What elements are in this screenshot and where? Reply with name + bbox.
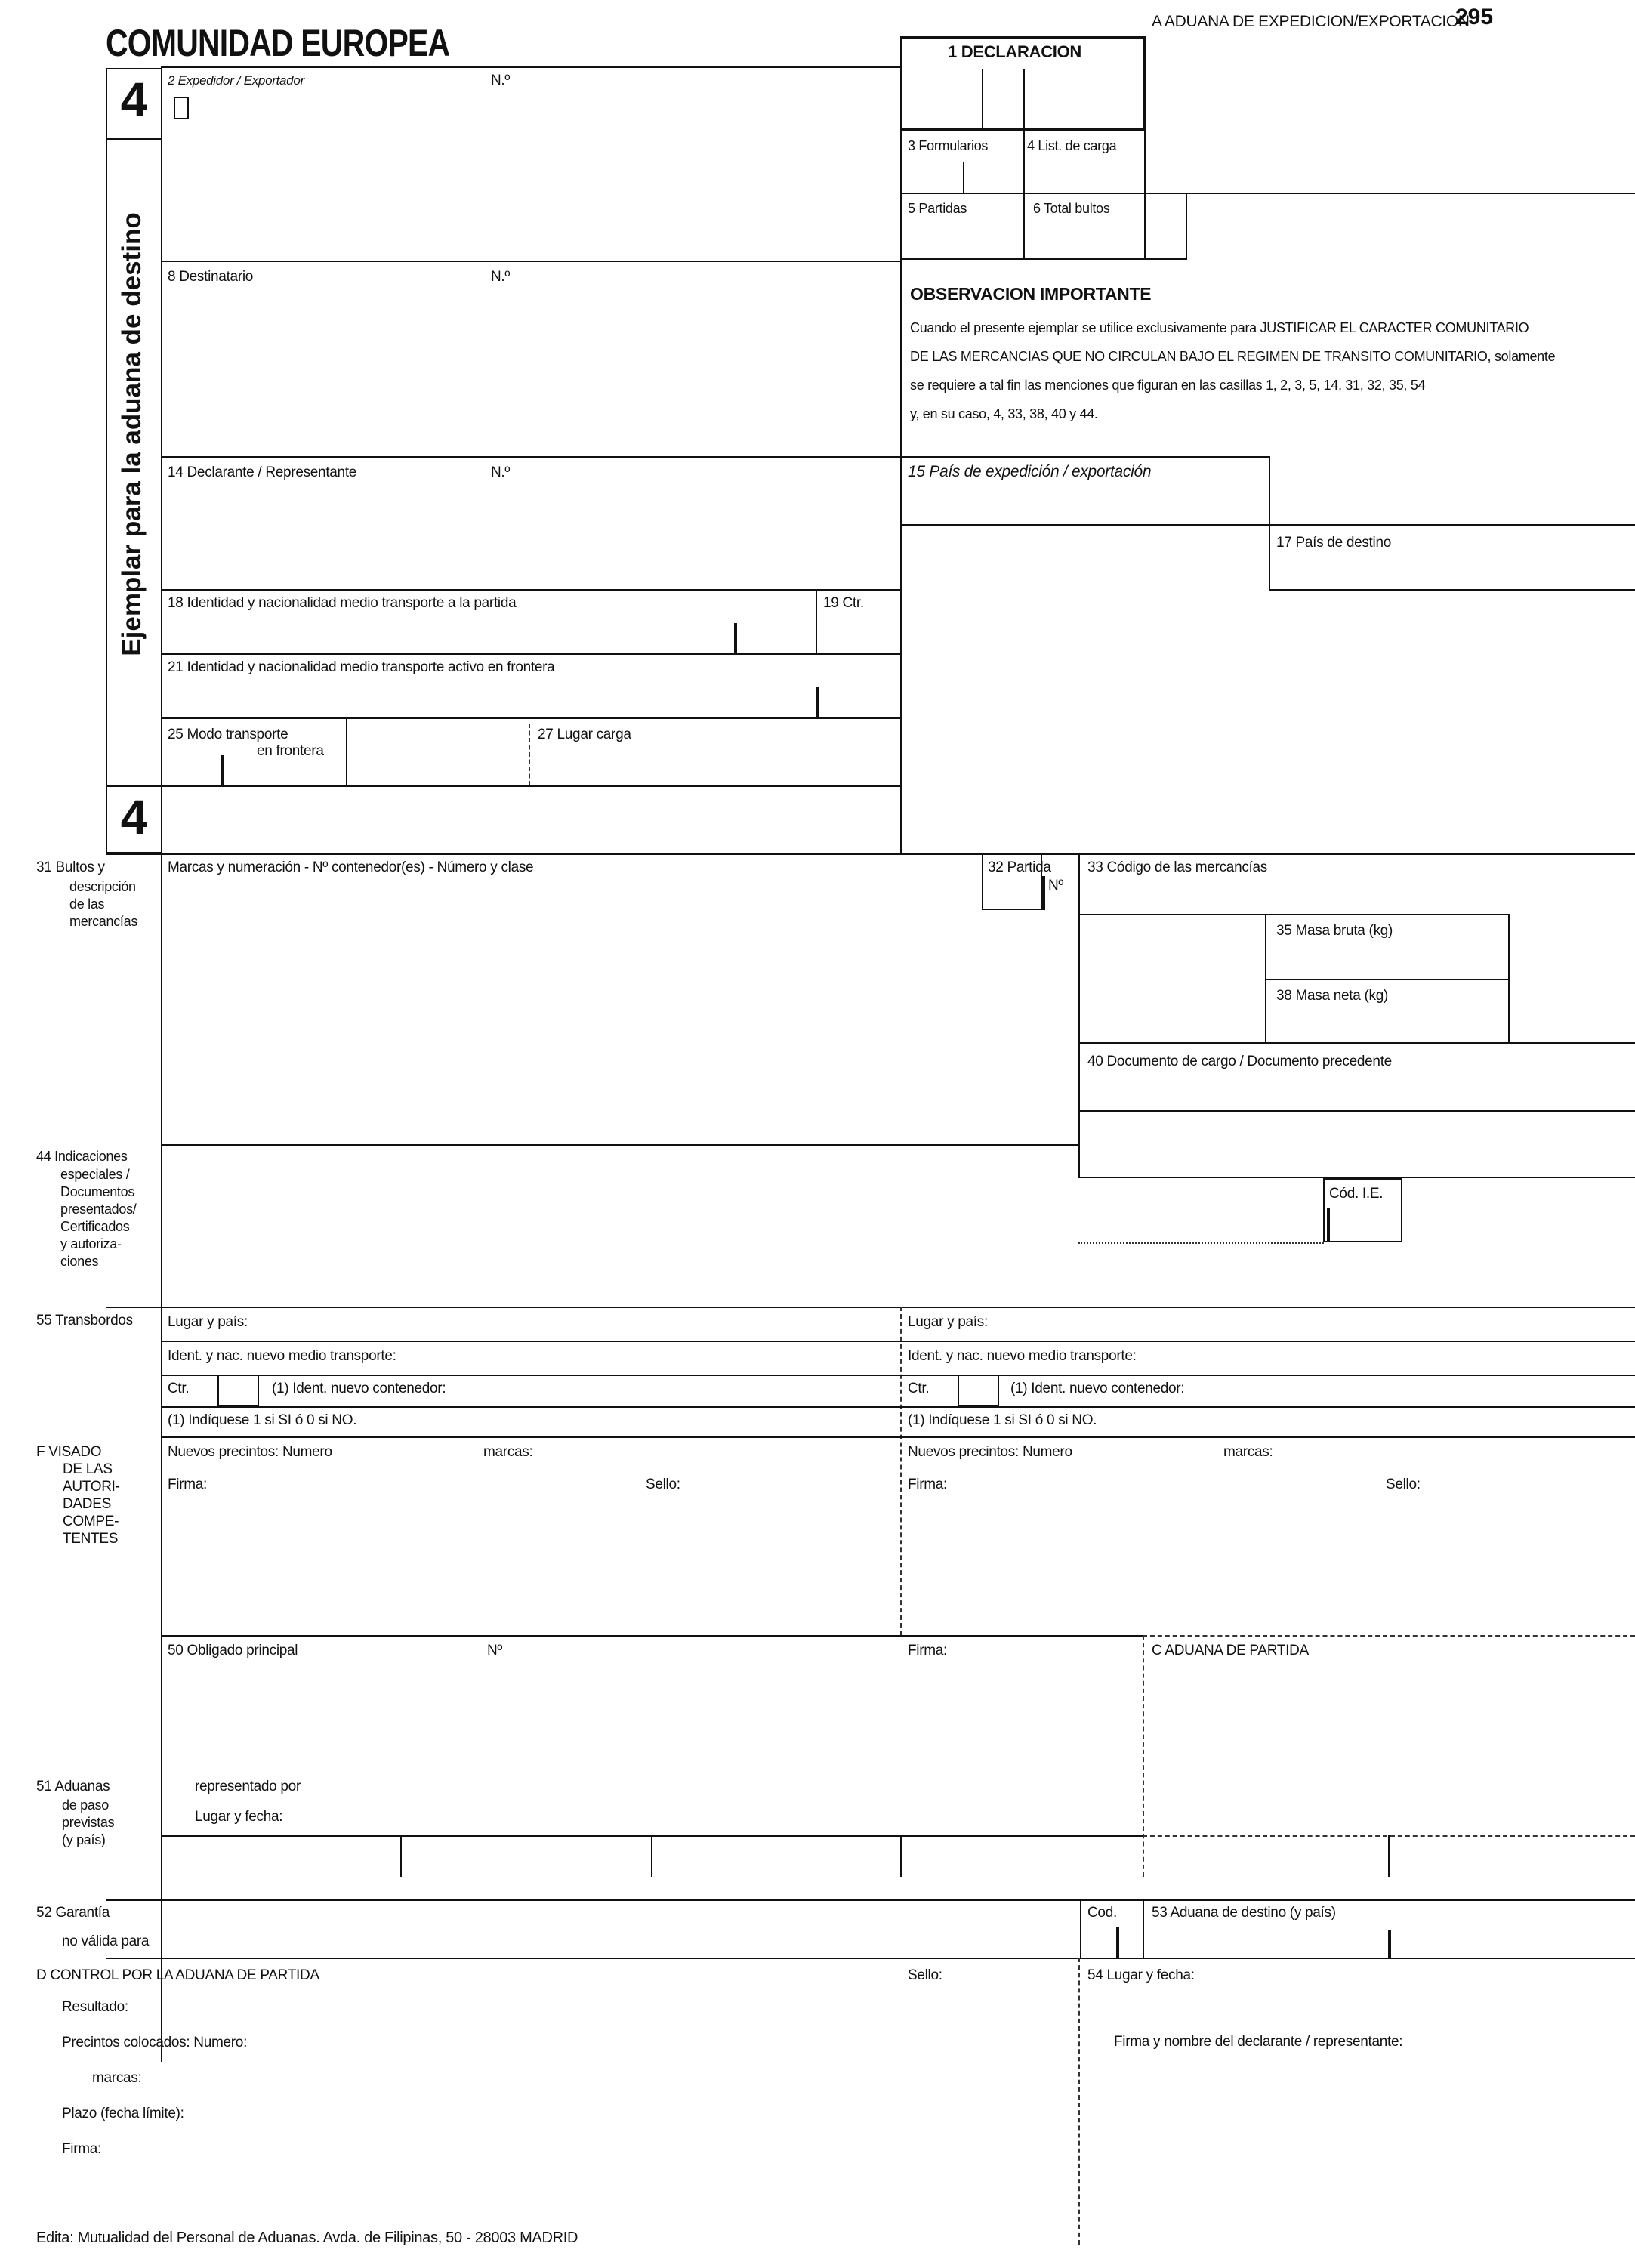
box-3-label: 3 Formularios xyxy=(908,138,989,153)
box-54-firma: Firma y nombre del declarante / representante: xyxy=(1114,2034,1403,2050)
form-title: COMUNIDAD EUROPEA xyxy=(106,22,450,64)
top-right-heading: A ADUANA DE EXPEDICION/EXPORTACION xyxy=(1152,13,1470,30)
visado-lines-line: DE LAS xyxy=(63,1461,113,1477)
visado-lines-line: AUTORI- xyxy=(63,1479,120,1495)
box-54-label: 54 Lugar y fecha: xyxy=(1087,1967,1195,1983)
control-lines-line: marcas: xyxy=(92,2070,142,2086)
box-55-label: 55 Transbordos xyxy=(36,1313,133,1328)
transbordo-ident-2: Ident. y nac. nuevo medio transporte: xyxy=(908,1348,1137,1364)
box-c-label: C ADUANA DE PARTIDA xyxy=(1152,1643,1309,1659)
box-51-label: 51 Aduanas xyxy=(36,1779,110,1794)
box-21-label: 21 Identidad y nacionalidad medio transporte activo en frontera xyxy=(168,659,555,675)
b44-lines-line: Documentos xyxy=(60,1184,135,1199)
b44-lines-line: especiales / xyxy=(60,1167,130,1182)
cod-ie-label: Cód. I.E. xyxy=(1329,1186,1384,1202)
obs-lines-line: Cuando el presente ejemplar se utilice exclusivamente para JUSTIFICAR EL CARACTER COMUNITARIO xyxy=(910,320,1529,335)
lugar-fecha-label: Lugar y fecha: xyxy=(195,1809,283,1825)
transbordo-lugar-2: Lugar y país: xyxy=(908,1314,988,1330)
box-8-number: N.º xyxy=(491,269,511,285)
box-14-label: 14 Declarante / Representante xyxy=(168,464,357,480)
box-14-number: N.º xyxy=(491,464,511,480)
box-2-checkbox[interactable] xyxy=(174,97,189,119)
transbordo-ctr-box-2[interactable] xyxy=(958,1375,999,1406)
box-2-label: 2 Expedidor / Exportador xyxy=(168,73,304,88)
box-52-label: 52 Garantía xyxy=(36,1905,110,1921)
b51-lines-line: previstas xyxy=(62,1815,115,1830)
box-17-label: 17 País de destino xyxy=(1276,535,1391,551)
control-lines-line: Resultado: xyxy=(62,1999,128,2015)
b44-lines-line: Certificados xyxy=(60,1219,130,1234)
visado-firma-1: Firma: xyxy=(168,1477,208,1492)
copy-number-bottom: 4 xyxy=(120,790,148,844)
transbordo-ctr-box-1[interactable] xyxy=(217,1375,259,1406)
box-50-label: 50 Obligado principal xyxy=(168,1643,298,1659)
control-lines-line: Plazo (fecha límite): xyxy=(62,2106,184,2121)
box-33-label: 33 Código de las mercancías xyxy=(1087,859,1267,875)
box-19-label: 19 Ctr. xyxy=(823,595,864,611)
transbordo-contenedor-1: (1) Ident. nuevo contenedor: xyxy=(272,1381,446,1396)
page-number: 295 xyxy=(1455,5,1494,29)
visado-firma-2: Firma: xyxy=(908,1477,948,1492)
box-31-label: 31 Bultos y xyxy=(36,859,105,875)
b44-lines-line: y autoriza- xyxy=(60,1236,122,1251)
transbordo-contenedor-2: (1) Ident. nuevo contenedor: xyxy=(1010,1381,1185,1396)
box-4-label: 4 List. de carga xyxy=(1027,138,1117,153)
b51-lines-line: (y país) xyxy=(62,1832,106,1847)
transbordo-ctr-1: Ctr. xyxy=(168,1381,190,1396)
control-sello: Sello: xyxy=(908,1967,942,1983)
box-44-label: 44 Indicaciones xyxy=(36,1149,128,1164)
transbordo-ident-1: Ident. y nac. nuevo medio transporte: xyxy=(168,1348,396,1364)
visado-precintos-1: Nuevos precintos: Numero xyxy=(168,1444,332,1460)
b31-lines-line: mercancías xyxy=(69,914,138,929)
observacion-title: OBSERVACION IMPORTANTE xyxy=(910,284,1152,304)
box-5-label: 5 Partidas xyxy=(908,201,967,216)
box-25-label: 25 Modo transporte xyxy=(168,727,288,742)
visado-sello-1: Sello: xyxy=(646,1477,680,1492)
box-1-label: 1 DECLARACION xyxy=(948,42,1081,61)
box-38-label: 38 Masa neta (kg) xyxy=(1276,988,1389,1004)
box-25-label-2: en frontera xyxy=(257,743,324,759)
box-32-number: Nº xyxy=(1048,878,1064,893)
representado-label: representado por xyxy=(195,1779,301,1794)
obs-lines-line: y, en su caso, 4, 33, 38, 40 y 44. xyxy=(910,406,1098,421)
footer-text: Edita: Mutualidad del Personal de Aduanas. Avda. de Filipinas, 50 - 28003 MADRID xyxy=(36,2229,578,2246)
transbordo-ctr-2: Ctr. xyxy=(908,1381,930,1396)
box-15-label: 15 País de expedición / exportación xyxy=(908,463,1152,480)
b44-lines-line: ciones xyxy=(60,1254,99,1269)
transbordo-lugar-1: Lugar y país: xyxy=(168,1314,248,1330)
control-title: D CONTROL POR LA ADUANA DE PARTIDA xyxy=(36,1967,319,1983)
b31-lines-line: de las xyxy=(69,896,105,912)
b44-lines-line: presentados/ xyxy=(60,1202,137,1217)
copy-number-top: 4 xyxy=(120,73,148,127)
control-lines-line: Precintos colocados: Numero: xyxy=(62,2035,248,2050)
box-2-number: N.º xyxy=(491,73,511,88)
box-27-label: 27 Lugar carga xyxy=(538,727,631,742)
box-52-sublabel: no válida para xyxy=(62,1933,150,1949)
visado-sello-2: Sello: xyxy=(1386,1477,1421,1492)
box-53-label: 53 Aduana de destino (y país) xyxy=(1152,1905,1336,1921)
visado-lines-line: F VISADO xyxy=(36,1444,102,1460)
box-50-firma: Firma: xyxy=(908,1643,948,1659)
side-label: Ejemplar para la aduana de destino xyxy=(117,212,147,656)
box-50-number: Nº xyxy=(487,1643,503,1659)
transbordo-nota-1: (1) Indíquese 1 si SI ó 0 si NO. xyxy=(168,1412,357,1428)
control-lines-line: Firma: xyxy=(62,2141,102,2157)
visado-lines-line: DADES xyxy=(63,1496,111,1512)
visado-lines-line: TENTES xyxy=(63,1531,119,1547)
box-40-label: 40 Documento de cargo / Documento precedente xyxy=(1087,1054,1392,1069)
box-32-label: 32 Partida xyxy=(988,859,1051,875)
obs-lines-line: DE LAS MERCANCIAS QUE NO CIRCULAN BAJO EL REGIMEN DE TRANSITO COMUNITARIO, solamente xyxy=(910,349,1556,364)
visado-marcas-1: marcas: xyxy=(483,1444,533,1460)
obs-lines-line: se requiere a tal fin las menciones que figuran en las casillas 1, 2, 3, 5, 14, 31, 32, 35, 54 xyxy=(910,378,1426,393)
visado-marcas-2: marcas: xyxy=(1223,1444,1273,1460)
cod-label: Cod. xyxy=(1087,1905,1117,1921)
visado-precintos-2: Nuevos precintos: Numero xyxy=(908,1444,1072,1460)
box-6-label: 6 Total bultos xyxy=(1033,201,1110,216)
transbordo-nota-2: (1) Indíquese 1 si SI ó 0 si NO. xyxy=(908,1412,1097,1428)
box-35-label: 35 Masa bruta (kg) xyxy=(1276,923,1393,939)
box-18-label: 18 Identidad y nacionalidad medio transporte a la partida xyxy=(168,595,517,611)
visado-lines-line: COMPE- xyxy=(63,1514,119,1529)
box-8-label: 8 Destinatario xyxy=(168,269,254,285)
box-31-header: Marcas y numeración - Nº contenedor(es) - Número y clase xyxy=(168,859,534,875)
b51-lines-line: de paso xyxy=(62,1797,109,1813)
b31-lines-line: descripción xyxy=(69,879,136,894)
